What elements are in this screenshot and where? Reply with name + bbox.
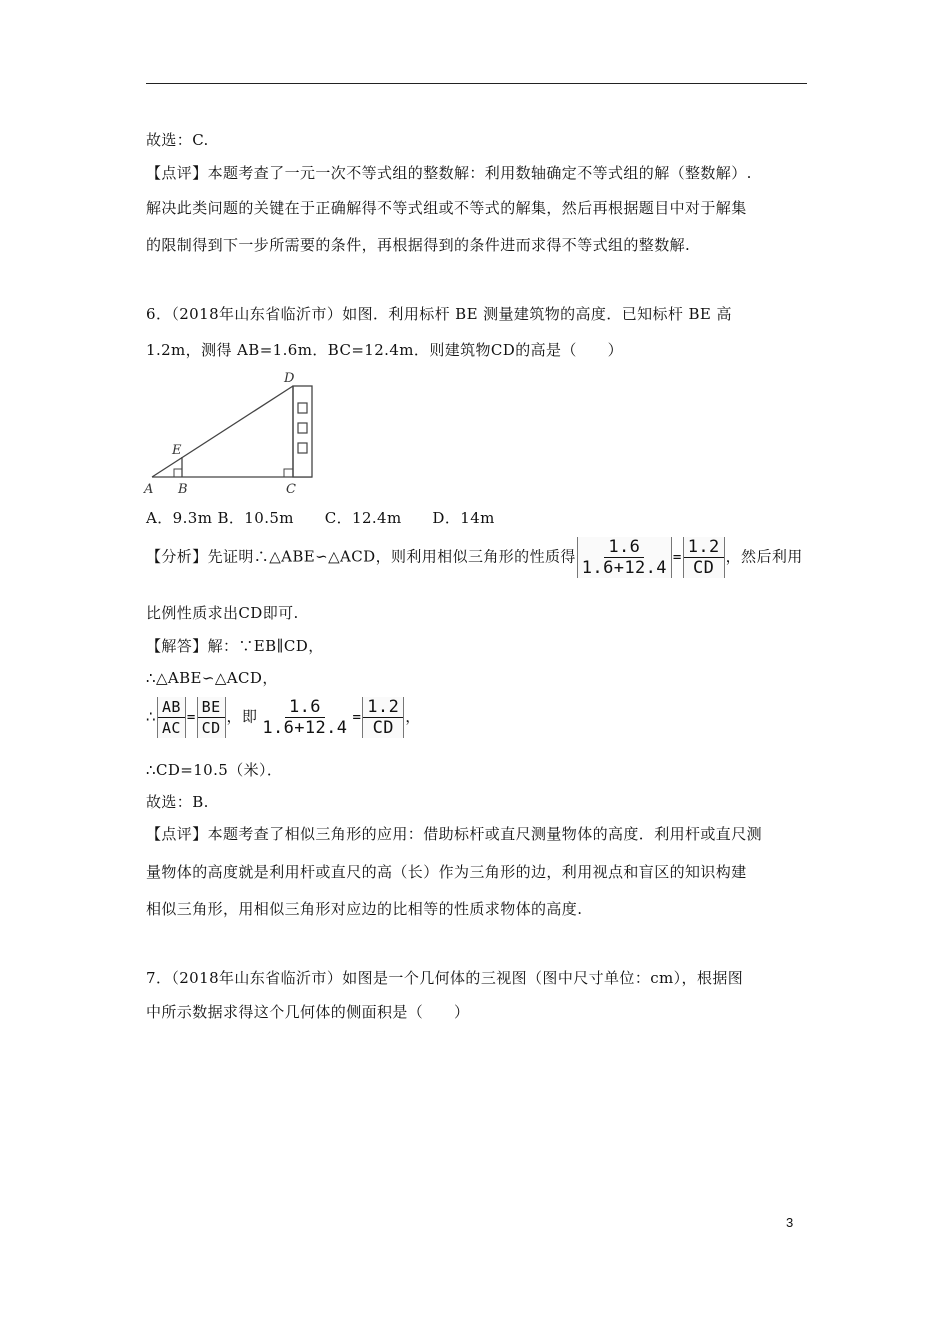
q6-ratio-line: ∴ $\frac{AB}{AC}$ = $\frac{BE}{CD}$ ，即 $\frac{1.6}{1.6+12.4}$ = $\frac{1.2}{CD}$ ， [146, 697, 421, 738]
page-number: 3 [786, 1215, 794, 1230]
q6-analysis-line-1: 【分析】先证明∴△ABE∽△ACD，则利用相似三角形的性质得 $\frac{1.6}{1.6+12.4}$ = $\frac{1.2}{CD}$ ，然后利用 [146, 537, 803, 578]
q6-comment-line-1: 【点评】本题考查了相似三角形的应用：借助标杆或直尺测量物体的高度．利用杆或直尺测 [146, 825, 763, 843]
label-d: D [284, 371, 295, 386]
analysis-fraction-right: $\frac{1.2}{CD}$ [683, 537, 725, 578]
label-c: C [286, 482, 296, 497]
q6-stem-line-1: 6．（2018年山东省临沂市）如图．利用标杆 BE 测量建筑物的高度．已知标杆 BE 高 [146, 305, 732, 323]
q6-options: A．9.3m B．10.5m C．12.4m D．14m [146, 509, 495, 527]
prev-comment-line-2: 解决此类问题的关键在于正确解得不等式组或不等式的解集，然后再根据题目中对于解集 [146, 199, 747, 217]
building-cd [293, 386, 312, 477]
q6-solution-head: 【解答】解：∵EB∥CD， [146, 637, 324, 655]
label-a: A [144, 482, 154, 497]
ratio-numeric-right: $\frac{1.2}{CD}$ [362, 697, 404, 738]
right-angle-b [174, 469, 182, 477]
ratio-ab-ac: $\frac{AB}{AC}$ [157, 697, 186, 738]
label-b: B [178, 482, 188, 497]
label-e: E [172, 443, 182, 458]
header-rule [146, 83, 807, 84]
q6-analysis-line-2: 比例性质求出CD即可. [146, 604, 299, 622]
ratio-numeric-left: $\frac{1.6}{1.6+12.4}$ [262, 697, 348, 738]
q7-stem-line-1: 7．（2018年山东省临沂市）如图是一个几何体的三视图（图中尺寸单位：cm），根据图 [146, 969, 744, 987]
q6-answer: 故选：B. [146, 793, 209, 811]
right-angle-c [284, 469, 293, 477]
q6-figure [140, 366, 330, 498]
q6-comment-line-3: 相似三角形，用相似三角形对应边的比相等的性质求物体的高度. [146, 900, 583, 918]
q6-result: ∴CD=10.5（米）． [146, 761, 283, 779]
q6-stem-line-2: 1.2m，测得 AB=1.6m．BC=12.4m．则建筑物CD的高是（ ） [146, 341, 624, 359]
sight-line [152, 386, 293, 477]
prev-comment-line-1: 【点评】本题考查了一元一次不等式组的整数解：利用数轴确定不等式组的解（整数解）. [146, 164, 752, 182]
analysis-fraction-left: $\frac{1.6}{1.6+12.4}$ [577, 537, 672, 578]
prev-comment-line-3: 的限制得到下一步所需要的条件，再根据得到的条件进而求得不等式组的整数解. [146, 236, 691, 254]
q6-similar: ∴△ABE∽△ACD， [146, 669, 278, 687]
prev-answer: 故选：C. [146, 131, 209, 149]
ratio-be-cd: $\frac{BE}{CD}$ [197, 697, 226, 738]
q7-stem-line-2: 中所示数据求得这个几何体的侧面积是（ ） [146, 1003, 470, 1021]
q6-comment-line-2: 量物体的高度就是利用杆或直尺的高（长）作为三角形的边，利用视点和盲区的知识构建 [146, 863, 747, 881]
